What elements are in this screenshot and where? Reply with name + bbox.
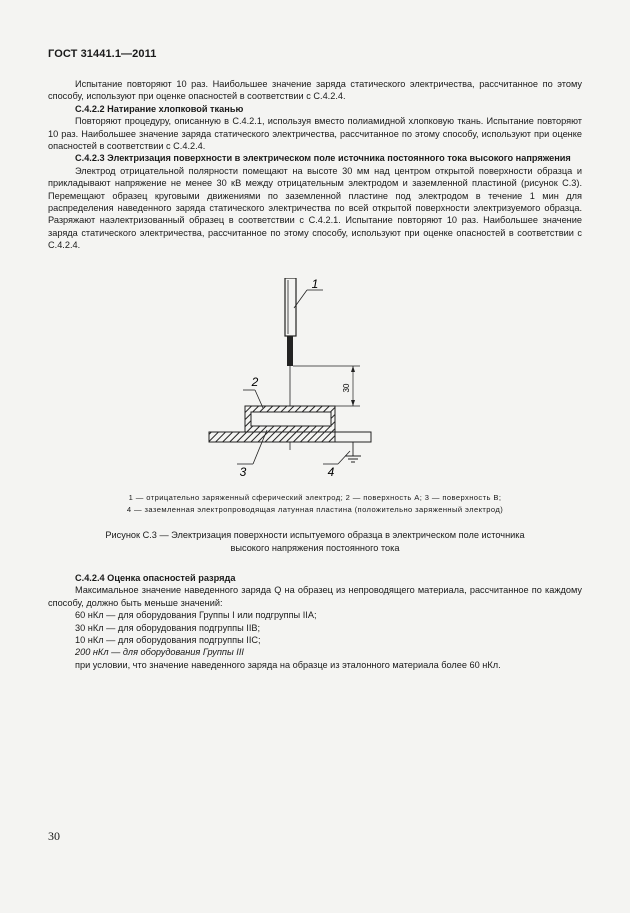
paragraph: Испытание повторяют 10 раз. Наибольшее значение заряда статического электричества, рассчитанное по этому способу, используют при оценке опасностей в соответствии с С.4.2.4. [48,79,582,102]
section-heading: С.4.2.2 Натирание хлопковой тканью [75,103,244,114]
paragraph: при условии, что значение наведенного заряда на образце из эталонного материала более 60 нКл. [75,659,501,670]
label-1: 1 [311,278,319,291]
figure-c3 [195,278,395,488]
document-header: ГОСТ 31441.1—2011 [48,48,157,60]
figure-legend [48,492,582,516]
electrode-tip [287,336,293,366]
list-item: 200 нКл — для оборудования Группы III [75,647,244,658]
paragraph: Максимальное значение наведенного заряда Q на образец из непроводящего материала, рассчитанное по каждому способу, должно быть меньше значений: [48,585,582,608]
caption-line: Рисунок С.3 — Электризация поверхности испытуемого образца в электрическом поле источника [105,530,525,540]
body-text [48,78,582,252]
grounded-plate-right [335,432,371,442]
leader-4 [338,451,350,464]
section-heading: С.4.2.3 Электризация поверхности в электрическом поле источника постоянного тока высокого напряжения [75,153,571,164]
dimension-arrow-bottom [351,400,355,406]
paragraph: Повторяют процедуру, описанную в С.4.2.1, используя вместо полиамидной хлопковую ткань. Испытание повторяют 10 раз. Наибольшее значение заряда статического электричества, рассчитанное по этому способу, используют при оценке опасностей в соответствии с С.4.2.4. [48,116,582,152]
paragraph: Электрод отрицательной полярности помещают на высоте 30 мм над центром открытой поверхности образца и прикладывают напряжение не менее 30 кВ между отрицательным электродом и заземленной пластиной (рисунок С.3). Перемещают образец круговыми движениями по заземленной пластине под электродом в течение 1 мин для распределения наведенного заряда статического электричества по всей открытой поверхности электризуемого образца. Разряжают наэлектризованный образец в соответствии с С.4.2.1. Испытание повторяют 10 раз. Наибольшее значение заряда статического электричества, рассчитанное по этому способу, используют при оценке опасностей в соответствии с С.4.2.4. [48,165,582,251]
legend-line: 4 — заземленная электропроводящая латунная пластина (положительно заряженный электрод) [126,505,504,514]
dimension-label: 30 [342,383,351,393]
page-number: 30 [48,829,60,843]
list-item: 60 нКл — для оборудования Группы I или подгруппы IIA; [75,610,317,621]
figure-caption [48,529,582,554]
label-2: 2 [251,375,259,389]
specimen-inner [251,412,331,426]
section-heading: С.4.2.4 Оценка опасностей разряда [75,573,236,583]
section-c424 [48,572,582,671]
legend-line: 1 — отрицательно заряженный сферический электрод; 2 — поверхность А; 3 — поверхность В; [128,493,502,502]
label-4: 4 [327,465,335,479]
list-item: 10 нКл — для оборудования подгруппы IIC; [75,635,261,646]
label-3: 3 [239,465,247,479]
list-item: 30 нКл — для оборудования подгруппы IIB; [75,622,261,633]
dimension-arrow-top [351,366,355,372]
caption-line: высокого напряжения постоянного тока [230,542,400,553]
electrode-diagram [195,278,395,488]
leader-2 [255,390,263,408]
